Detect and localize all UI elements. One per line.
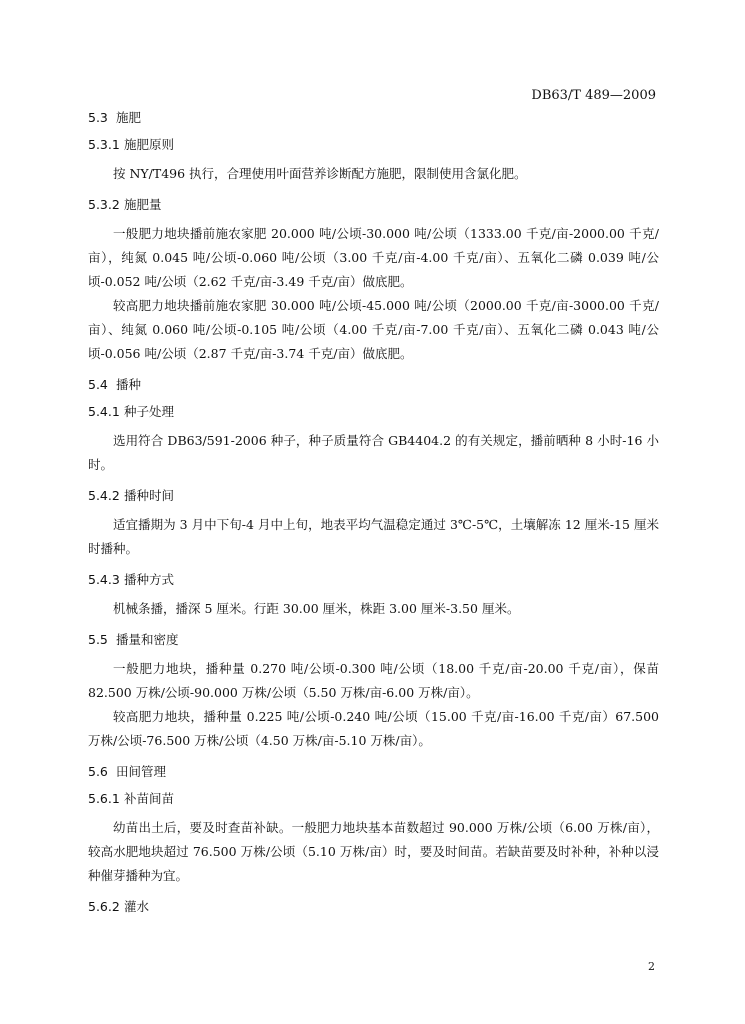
section-title: 种子处理 [124,404,175,419]
section-number: 5.6 [88,764,108,779]
paragraph: 一般肥力地块，播种量 0.270 吨/公顷-0.300 吨/公顷（18.00 千克/亩-20.00 千克/亩），保苗 82.500 万株/公顷-90.000 万株/公顷（5.50 万株/亩-6.00 万株/亩）。 [88,661,659,700]
section-heading [88,630,659,650]
subsection-heading [88,486,659,506]
section-title: 播量和密度 [116,632,179,647]
subsection-heading [88,897,659,917]
section-heading [88,108,659,128]
section-number: 5.6.2 [88,899,120,914]
section-title: 播种方式 [124,572,175,587]
section-number: 5.6.1 [88,791,120,806]
document-body [88,108,659,917]
subsection-heading [88,195,659,215]
section-number: 5.3 [88,110,108,125]
subsection-heading [88,789,659,809]
section-title: 灌水 [124,899,150,914]
paragraph: 选用符合 DB63/591-2006 种子，种子质量符合 GB4404.2 的有关规定，播前晒种 8 小时-16 小时。 [88,433,659,472]
section-heading [88,762,659,782]
section-number: 5.4.3 [88,572,120,587]
section-heading [88,375,659,395]
paragraph: 幼苗出土后，要及时查苗补缺。一般肥力地块基本苗数超过 90.000 万株/公顷（6.00 万株/亩），较高水肥地块超过 76.500 万株/公顷（5.10 万株/亩）时，要及时间苗。若缺苗要及时补种，补种以浸种催芽播种为宜。 [88,820,659,883]
document-code: DB63/T 489—2009 [531,88,656,103]
paragraph: 一般肥力地块播前施农家肥 20.000 吨/公顷-30.000 吨/公顷（1333.00 千克/亩-2000.00 千克/亩），纯氮 0.045 吨/公顷-0.060 吨/公顷（3.00 千克/亩-4.00 千克/亩）、五氧化二磷 0.039 吨/公顷-0.052 吨/公顷（2.62 千克/亩-3.49 千克/亩）做底肥。 [88,226,659,289]
section-title: 播种 [116,377,142,392]
section-title: 施肥 [116,110,142,125]
subsection-heading [88,402,659,422]
section-title: 施肥原则 [124,137,175,152]
section-title: 补苗间苗 [124,791,175,806]
paragraph: 较高肥力地块播前施农家肥 30.000 吨/公顷-45.000 吨/公顷（2000.00 千克/亩-3000.00 千克/亩）、纯氮 0.060 吨/公顷-0.105 吨/公顷（4.00 千克/亩-7.00 千克/亩）、五氧化二磷 0.043 吨/公顷-0.056 吨/公顷（2.87 千克/亩-3.74 千克/亩）做底肥。 [88,298,659,361]
section-title: 播种时间 [124,488,175,503]
section-number: 5.3.2 [88,197,120,212]
section-number: 5.4.2 [88,488,120,503]
section-number: 5.3.1 [88,137,120,152]
paragraph: 较高肥力地块，播种量 0.225 吨/公顷-0.240 吨/公顷（15.00 千克/亩-16.00 千克/亩）67.500 万株/公顷-76.500 万株/公顷（4.50 万株/亩-5.10 万株/亩）。 [88,709,659,748]
section-title: 田间管理 [116,764,167,779]
section-number: 5.4 [88,377,108,392]
paragraph: 适宜播期为 3 月中下旬-4 月中上旬，地表平均气温稳定通过 3℃-5℃，土壤解冻 12 厘米-15 厘米时播种。 [88,517,659,556]
paragraph: 机械条播，播深 5 厘米。行距 30.00 厘米，株距 3.00 厘米-3.50 厘米。 [113,601,520,616]
subsection-heading [88,570,659,590]
section-number: 5.4.1 [88,404,120,419]
section-number: 5.5 [88,632,108,647]
subsection-heading [88,135,659,155]
section-title: 施肥量 [124,197,162,212]
paragraph: 按 NY/T496 执行，合理使用叶面营养诊断配方施肥，限制使用含氯化肥。 [113,166,527,181]
page-number: 2 [648,960,655,973]
